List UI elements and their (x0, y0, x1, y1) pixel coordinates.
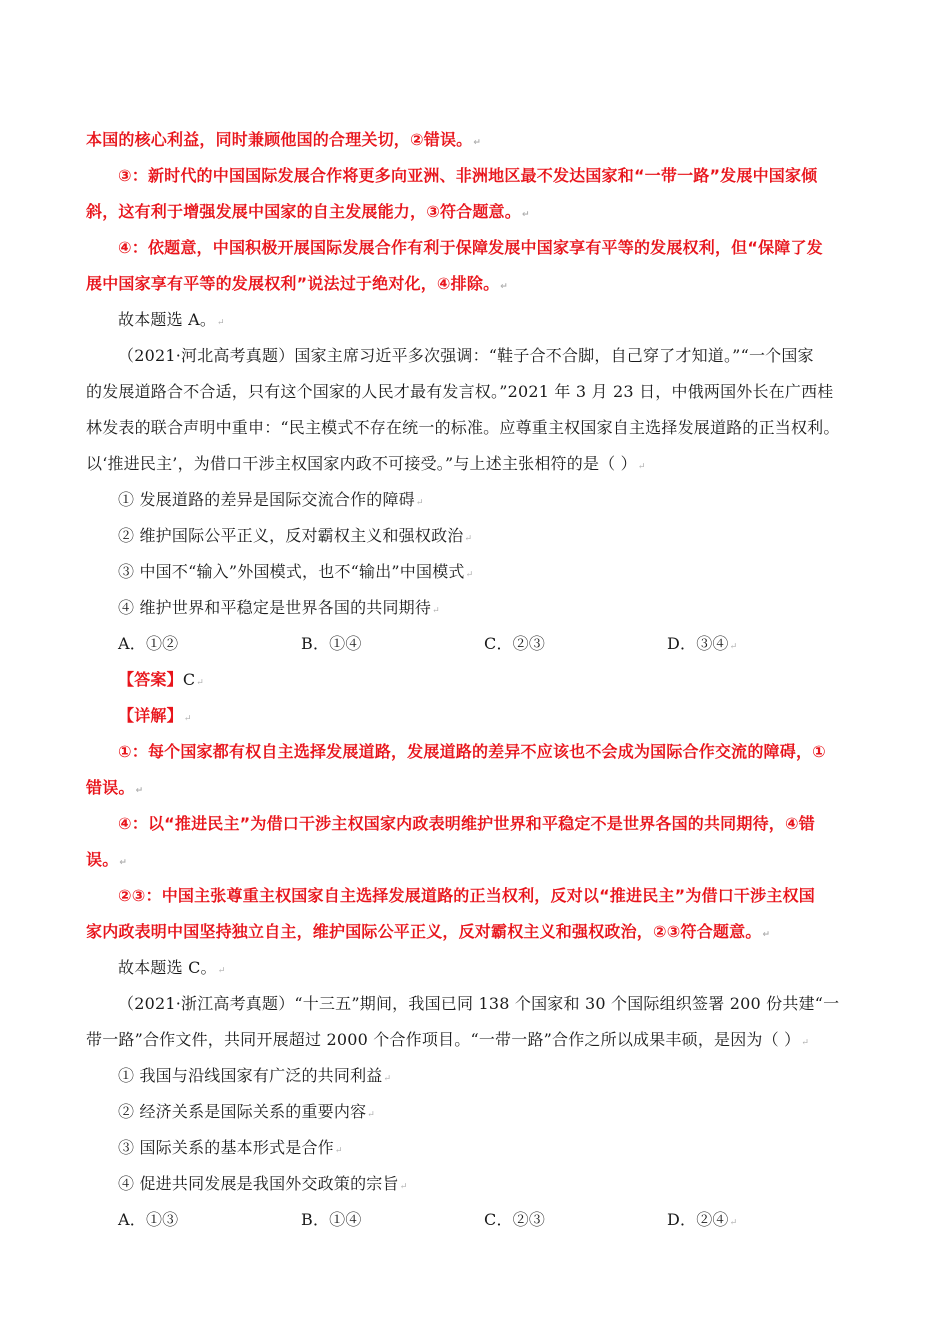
conclusion-line: 故本题选 C。↵ (118, 958, 226, 977)
option-d: D．②④↵ (667, 1210, 738, 1229)
question-stem: 林发表的联合声明中重申：“民主模式不存在统一的标准。应尊重主权国家自主选择发展道路的正当权利。 (86, 418, 840, 437)
option-a: A．①③ (118, 1210, 179, 1229)
answer-options (86, 1202, 876, 1238)
analysis-line: 本国的核心利益，同时兼顾他国的合理关切，②错误。↵ (86, 130, 482, 149)
detail-line: 家内政表明中国坚持独立自主，维护国际公平正义，反对霸权主义和强权政治，②③符合题意。↵ (86, 922, 771, 941)
statement-item: ② 维护国际公平正义，反对霸权主义和强权政治↵ (118, 526, 473, 545)
question-stem: 以‘推进民主’，为借口干涉主权国家内政不可接受。”与上述主张相符的是（ ）↵ (86, 454, 646, 473)
question-stem: 带一路”合作文件，共同开展超过 2000 个合作项目。“一带一路”合作之所以成果丰硕，是因为（ ）↵ (86, 1030, 810, 1049)
option-d: D．③④↵ (667, 634, 738, 653)
statement-item: ① 我国与沿线国家有广泛的共同利益↵ (118, 1066, 392, 1085)
detail-line: ②③：中国主张尊重主权国家自主选择发展道路的正当权利，反对以“推进民主”为借口干涉主权国 (118, 886, 815, 905)
analysis-line: ③：新时代的中国国际发展合作将更多向亚洲、非洲地区最不发达国家和“一带一路”发展中国家倾 (118, 166, 818, 185)
analysis-line: ④：依题意，中国积极开展国际发展合作有利于保障发展中国家享有平等的发展权利，但“保障了发 (118, 238, 823, 257)
statement-item: ② 经济关系是国际关系的重要内容↵ (118, 1102, 376, 1121)
statement-item: ④ 维护世界和平稳定是世界各国的共同期待↵ (118, 598, 440, 617)
answer-value: C (182, 670, 196, 689)
option-a: A．①② (118, 634, 179, 653)
answer-label: 【答案】 (118, 670, 183, 689)
analysis-line: 展中国家享有平等的发展权利”说法过于绝对化，④排除。↵ (86, 274, 509, 293)
answer-line: 【答案】C↵ (118, 670, 205, 689)
option-b: B．①④ (301, 1210, 362, 1229)
statement-item: ③ 国际关系的基本形式是合作↵ (118, 1138, 343, 1157)
question-stem: （2021·河北高考真题）国家主席习近平多次强调：“鞋子合不合脚，自己穿了才知道。”“一个国家 (118, 346, 814, 365)
question-stem: 的发展道路合不合适，只有这个国家的人民才最有发言权。”2021 年 3 月 23 日，中俄两国外长在广西桂 (86, 382, 834, 401)
analysis-line: 斜，这有利于增强发展中国家的自主发展能力，③符合题意。↵ (86, 202, 530, 221)
detail-line: 误。↵ (86, 850, 128, 869)
statement-item: ③ 中国不“输入”外国模式，也不“输出”中国模式↵ (118, 562, 474, 581)
detail-line: ④：以“推进民主”为借口干涉主权国家内政表明维护世界和平稳定不是世界各国的共同期待，④错 (118, 814, 815, 833)
detail-line: 错误。↵ (86, 778, 144, 797)
answer-options (86, 626, 876, 662)
conclusion-line: 故本题选 A。↵ (118, 310, 225, 329)
option-c: C．②③ (484, 1210, 546, 1229)
detail-line: ①：每个国家都有权自主选择发展道路，发展道路的差异不应该也不会成为国际合作交流的障碍，① (118, 742, 826, 761)
option-b: B．①④ (301, 634, 362, 653)
statement-item: ④ 促进共同发展是我国外交政策的宗旨↵ (118, 1174, 408, 1193)
question-stem: （2021·浙江高考真题）“十三五”期间，我国已同 138 个国家和 30 个国际组织签署 200 份共建“一 (118, 994, 840, 1013)
statement-item: ① 发展道路的差异是国际交流合作的障碍↵ (118, 490, 424, 509)
detail-heading: 【详解】↵ (118, 706, 192, 725)
document-page (86, 122, 876, 1238)
option-c: C．②③ (484, 634, 546, 653)
